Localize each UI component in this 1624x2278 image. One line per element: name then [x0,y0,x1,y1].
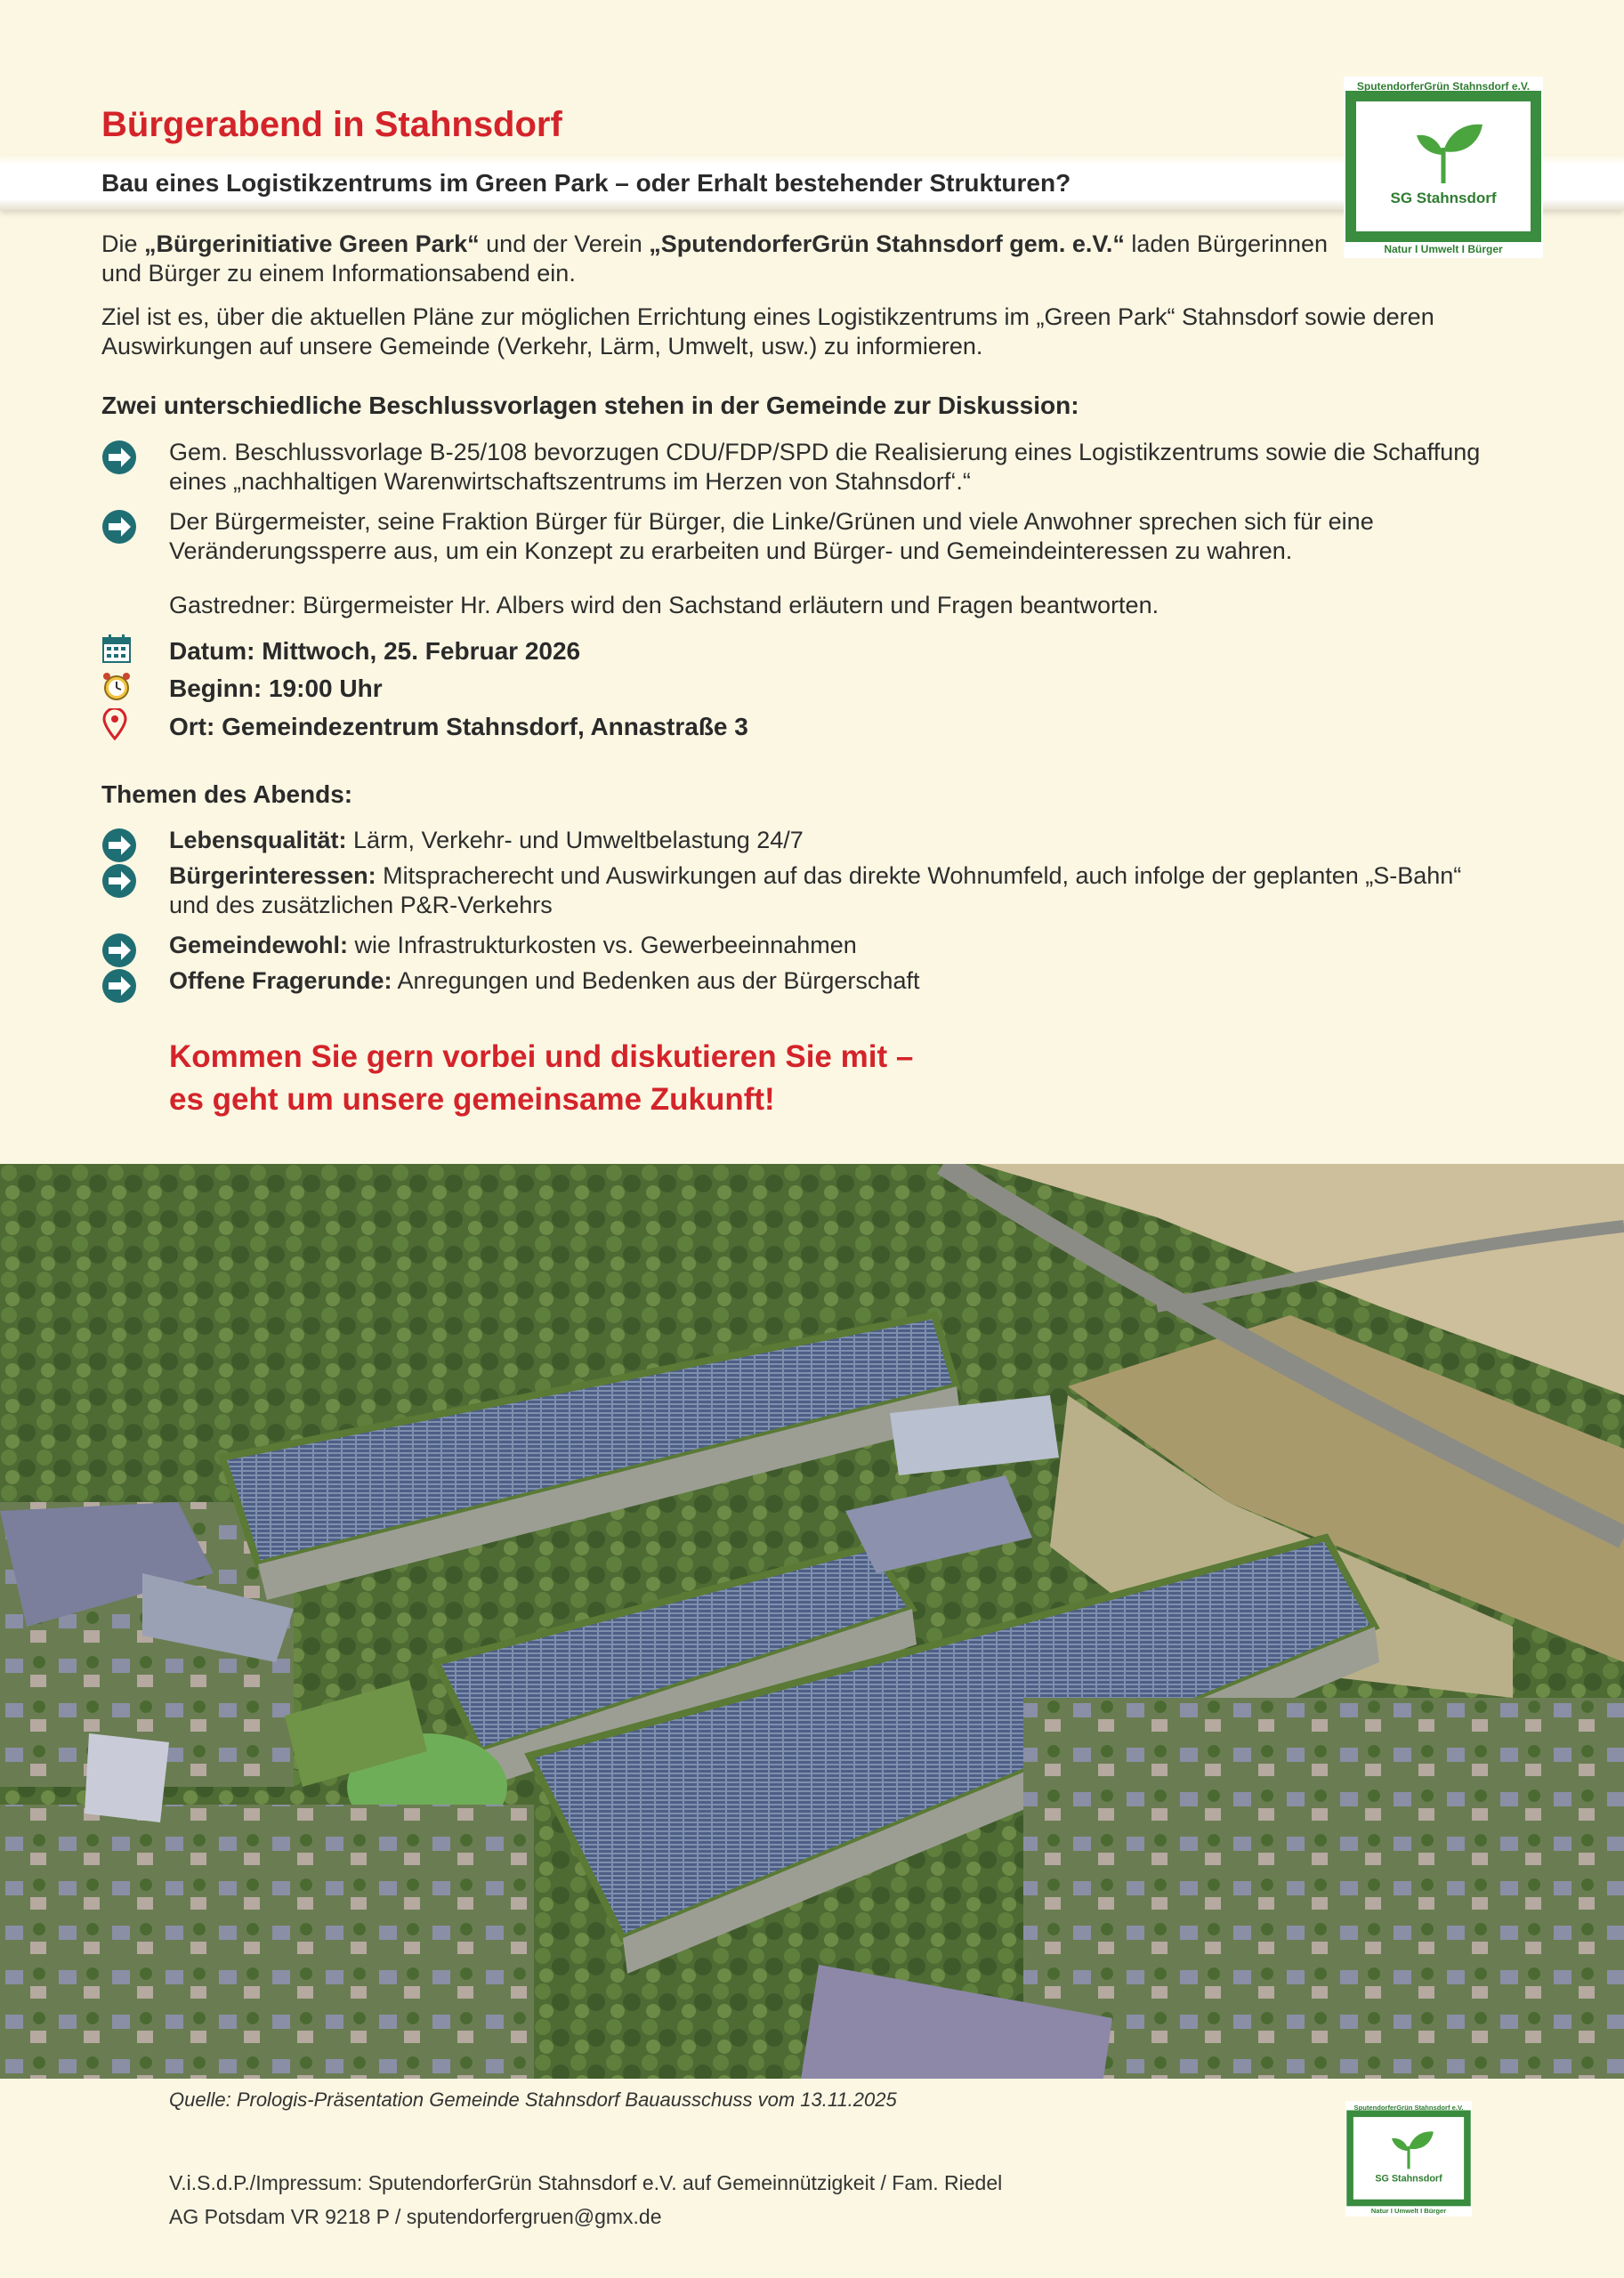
list-item [101,438,1490,497]
topic-text: wie Infrastrukturkosten vs. Gewerbeeinnahmen [348,932,857,958]
club-logo-small [1345,2100,1472,2217]
calendar-icon [101,634,132,664]
goal-paragraph: Ziel ist es, über die aktuellen Pläne zur möglichen Errichtung eines Logistikzentrums im „Green Park“ Stahnsdorf sowie deren Auswirkungen auf unsere Gemeinde (Verkehr, Lärm, Umwelt, usw.) zu informieren. [101,303,1434,359]
list-item [101,966,1490,1004]
arrow-right-icon [101,863,137,899]
event-date-text: Datum: Mittwoch, 25. Februar 2026 [169,636,581,665]
topic-label: Bürgerinteressen: [169,862,376,889]
location-pin-icon [101,708,128,740]
logo-top-text: SputendorferGrün Stahnsdorf e.V. [1353,2103,1464,2112]
topic-label: Gemeindewohl: [169,932,349,958]
topic-text: Anregungen und Bedenken aus der Bürgerschaft [392,967,920,994]
list-item [101,507,1490,566]
logo-center-text: SG Stahnsdorf [1375,2173,1442,2185]
club-name: „SputendorferGrün Stahnsdorf gem. e.V.“ [649,230,1125,257]
topic-label: Lebensqualität: [169,827,347,853]
imprint-line: AG Potsdam VR 9218 P / sputendorfergruen@gmx.de [169,2205,662,2228]
intro-text: und der Verein [479,230,650,257]
event-location [101,708,748,745]
call-to-action [169,1036,913,1121]
imprint-line: V.i.S.d.P./Impressum: SputendorferGrün Stahnsdorf e.V. auf Gemeinnützigkeit / Fam. Riedel [169,2171,1003,2194]
cta-line: Kommen Sie gern vorbei und diskutieren Sie mit – [169,1039,914,1074]
arrow-right-icon [101,933,137,968]
event-location-text: Ort: Gemeindezentrum Stahnsdorf, Annastraße 3 [169,712,748,740]
list-item [101,861,1490,920]
cta-line: es geht um unsere gemeinsame Zukunft! [169,1082,775,1117]
page-subtitle: Bau eines Logistikzentrums im Green Park – oder Erhalt bestehender Strukturen? [101,169,1071,197]
topic-text: Lärm, Verkehr- und Umweltbelastung 24/7 [346,827,804,853]
arrow-right-icon [101,440,137,475]
proposal-text: Der Bürgermeister, seine Fraktion Bürger für Bürger, die Linke/Grünen und viele Anwohner sprechen sich für eine Veränderungssperre aus, um ein Konzept zu erarbeiten und Bürger- und Gemeindeinteressen zu wahren. [169,508,1374,564]
logo-top-text: SputendorferGrün Stahnsdorf e.V. [1356,80,1531,93]
image-source: Quelle: Prologis-Präsentation Gemeinde Stahnsdorf Bauausschuss vom 13.11.2025 [169,2088,897,2111]
arrow-right-icon [101,509,137,545]
proposals-heading: Zwei unterschiedliche Beschlussvorlagen stehen in der Gemeinde zur Diskussion: [101,392,1079,419]
initiative-name: „Bürgerinitiative Green Park“ [144,230,480,257]
proposal-text: Gem. Beschlussvorlage B-25/108 bevorzugen CDU/FDP/SPD die Realisierung eines Logistikzentrums sowie die Schaffung eines „nachhaltigen Warenwirtschaftszentrums im Herzen von Stahnsdorf‘.“ [169,439,1481,495]
club-logo [1344,77,1543,258]
event-time-text: Beginn: 19:00 Uhr [169,674,383,702]
intro-paragraph [101,230,1329,288]
page-title: Bürgerabend in Stahnsdorf [101,105,562,144]
topic-text: Mitspracherecht und Auswirkungen auf das direkte Wohnumfeld, auch infolge der geplanten „S-Bahn“ und des zusätzlichen P&R-Verkehrs [169,862,1462,918]
aerial-photo [0,1164,1624,2079]
imprint [169,2166,1002,2234]
arrow-right-icon [101,968,137,1004]
topic-label: Offene Fragerunde: [169,967,392,994]
list-item [101,826,1490,863]
alarm-clock-icon [101,671,132,701]
intro-text: laden Bürgerinnen und Bürger zu einem Informationsabend ein. [101,230,1329,287]
speaker-info: Gastredner: Bürgermeister Hr. Albers wird den Sachstand erläutern und Fragen beantworten. [169,592,1159,618]
logo-bottom-text: Natur I Umwelt I Bürger [1370,2206,1447,2215]
topics-heading: Themen des Abends: [101,780,353,808]
logo-bottom-text: Natur I Umwelt I Bürger [1384,243,1503,255]
event-time [101,671,383,706]
logo-center-text: SG Stahnsdorf [1390,190,1497,206]
arrow-right-icon [101,828,137,863]
event-date [101,634,580,668]
intro-text: Die [101,230,145,257]
list-item [101,931,1490,968]
